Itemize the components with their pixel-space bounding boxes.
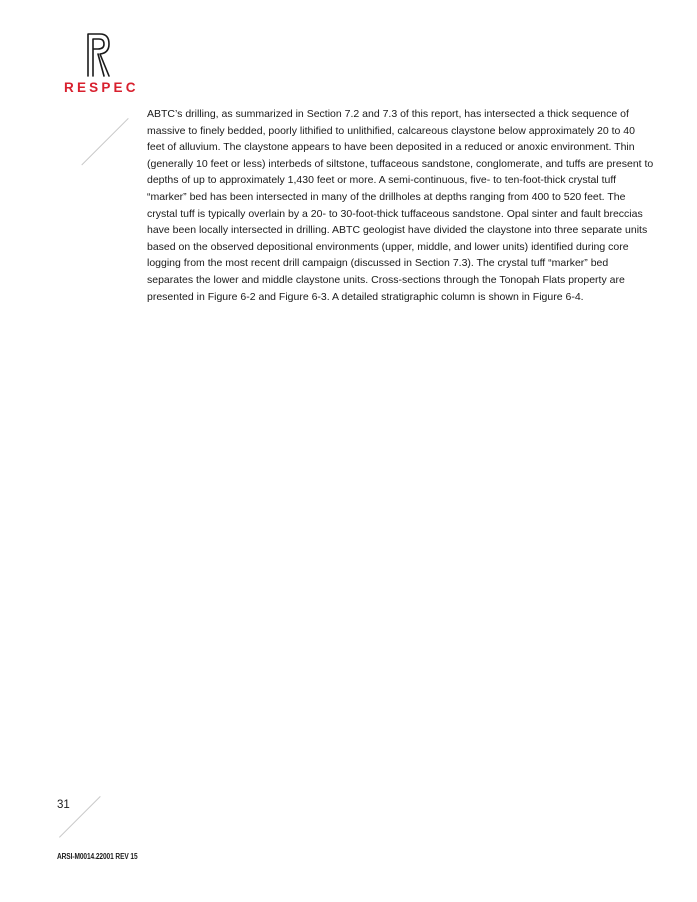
document-id: ARSI-M0014.22001 REV 15 bbox=[57, 852, 138, 861]
page-number: 31 bbox=[57, 799, 70, 811]
logo-wordmark: RESPEC bbox=[64, 80, 139, 95]
decorative-divider-top bbox=[81, 118, 128, 165]
respec-logo bbox=[64, 32, 139, 108]
respec-r-monogram-icon bbox=[84, 32, 112, 78]
body-paragraph: ABTC’s drilling, as summarized in Section 7.2 and 7.3 of this report, has intersected a thick sequence of massive to finely bedded, poorly lithified to unlithified, calcareous claystone below approximately 20 to 40 feet of alluvium. The claystone appears to have been deposited in a reduced or anoxic environment. Thin (generally 10 feet or less) interbeds of siltstone, tuffaceous sandstone, conglomerate, and tuffs are present to depths of up to approximately 1,430 feet or more. A semi-continuous, five- to ten-foot-thick crystal tuff “marker” bed has been intersected in many of the drillholes at depths ranging from 400 to 520 feet. The crystal tuff is typically overlain by a 20- to 30-foot-thick tuffaceous sandstone. Opal sinter and fault breccias have been locally intersected in drilling. ABTC geologist have divided the claystone into three separate units based on the observed depositional environments (upper, middle, and lower units) identified during core logging from the most recent drill campaign (discussed in Section 7.3). The crystal tuff “marker” bed separates the lower and middle claystone units. Cross-sections through the Tonopah Flats property are presented in Figure 6-2 and Figure 6-3. A detailed stratigraphic column is shown in Figure 6-4. bbox=[147, 108, 654, 303]
